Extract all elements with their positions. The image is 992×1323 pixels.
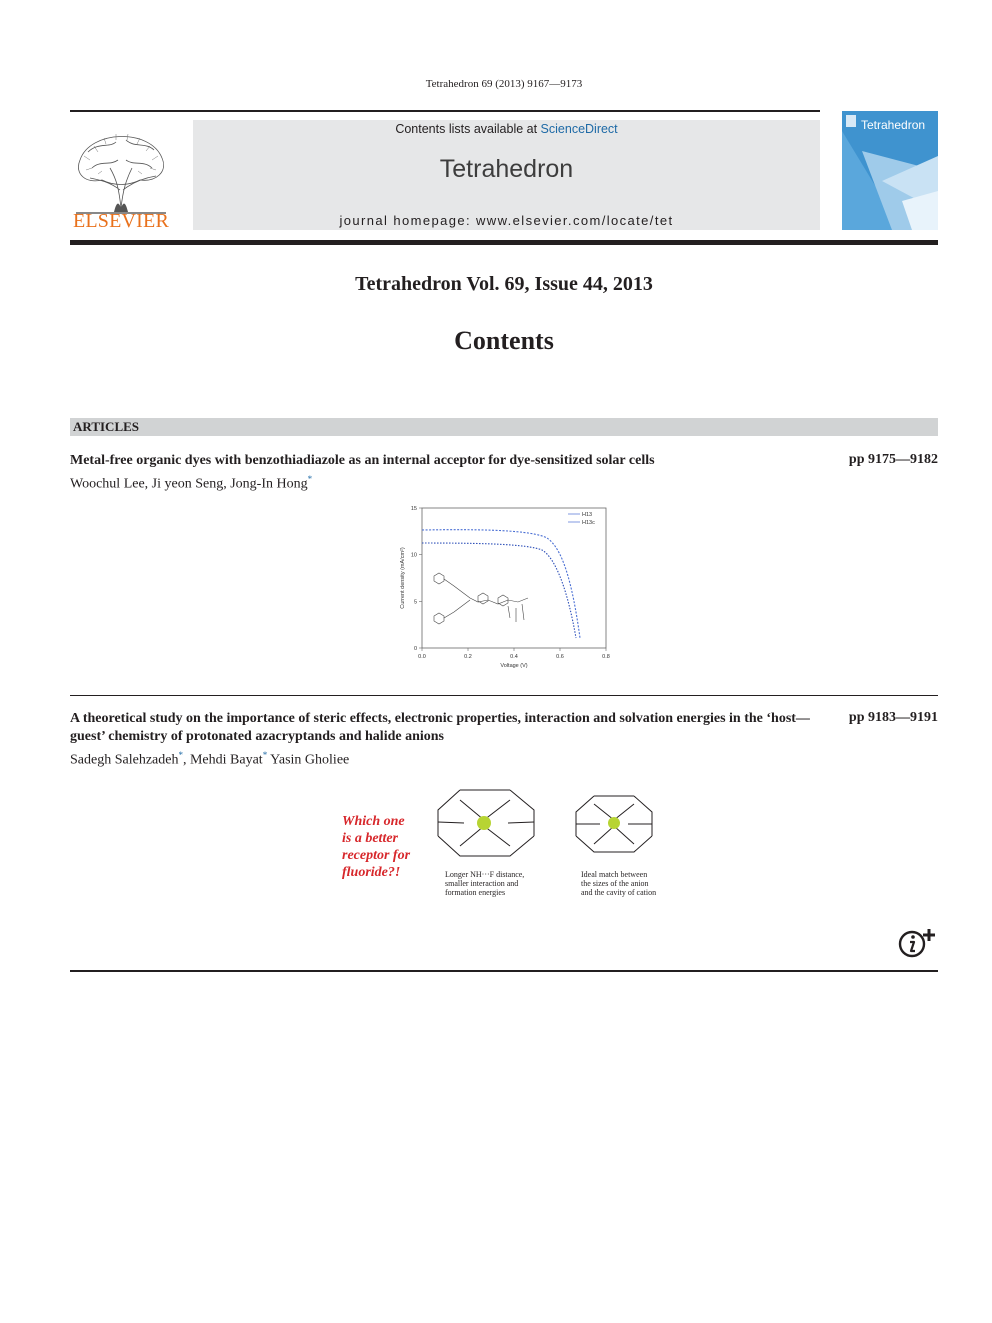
caption-left-line: formation energies	[445, 888, 506, 897]
x-tick-label: 0.6	[556, 654, 564, 660]
x-tick-label: 0.8	[602, 654, 610, 660]
journal-title: Tetrahedron	[439, 155, 574, 183]
caption-right-line: the sizes of the anion	[581, 879, 649, 888]
y-tick-label: 5	[413, 599, 417, 606]
question-line: Which one	[342, 814, 405, 829]
article-2-graphical-abstract	[338, 780, 678, 905]
x-tick-label: 0.2	[464, 654, 472, 660]
section-bar	[70, 418, 938, 436]
caption-right-line: Ideal match between	[581, 870, 648, 879]
legend-h13c: H13c	[582, 520, 595, 526]
article-1-graphical-abstract	[382, 500, 622, 672]
x-axis-label: Voltage (V)	[500, 663, 528, 669]
contents-heading: Contents	[454, 326, 554, 355]
fluoride-ion-right	[608, 817, 620, 829]
contents-available-text: Contents lists available at	[395, 122, 541, 136]
header-top-rule	[70, 110, 820, 112]
header-thick-rule	[70, 240, 938, 245]
info-plus-icon[interactable]	[895, 925, 941, 961]
article-1-pages: pp 9175—9182	[848, 452, 938, 467]
article-2-title[interactable]: A theoretical study on the importance of steric effects, electronic properties, interaction and solvation energies in the ‘host—guest’ chemistry of protonated azacryptands and halide anions	[70, 711, 810, 744]
article-2-author-3: Yasin Gholiee	[270, 752, 350, 768]
caption-left-line: Longer NH···F distance,	[445, 870, 525, 879]
article-2-author-2: Mehdi Bayat	[189, 752, 263, 768]
caption-left-line: smaller interaction and	[445, 879, 519, 888]
corresponding-author-star[interactable]: *	[178, 750, 183, 760]
question-line: receptor for	[342, 848, 411, 863]
legend-h13: H13	[582, 512, 593, 518]
issue-title: Tetrahedron Vol. 69, Issue 44, 2013	[355, 273, 653, 295]
y-tick-label: 15	[410, 506, 417, 512]
fluoride-ion-left	[477, 816, 491, 830]
contents-available-line	[193, 122, 820, 136]
y-tick-label: 10	[410, 552, 417, 559]
y-axis-label: Current density (mA/cm²)	[400, 547, 406, 609]
section-label-articles: ARTICLES	[73, 419, 140, 434]
article-2-author-1: Sadegh Salehzadeh	[70, 752, 179, 768]
journal-homepage[interactable]: journal homepage: www.elsevier.com/locate/tet	[339, 213, 674, 228]
question-line: fluoride?!	[342, 865, 401, 880]
elsevier-wordmark: ELSEVIER	[72, 210, 170, 232]
journal-citation: Tetrahedron 69 (2013) 9167—9173	[425, 78, 583, 90]
question-line: is a better	[342, 831, 398, 846]
corresponding-author-star[interactable]: *	[262, 750, 268, 760]
caption-right-line: and the cavity of cation	[581, 888, 657, 897]
article-2-authors	[70, 746, 830, 770]
cover-title: Tetrahedron	[861, 118, 926, 132]
x-tick-label: 0.0	[418, 654, 426, 660]
author-separator: ,	[182, 752, 190, 768]
article-2-pages: pp 9183—9191	[848, 710, 938, 725]
y-tick-label: 0	[413, 646, 417, 652]
corresponding-author-star[interactable]: *	[307, 474, 313, 484]
sciencedirect-link[interactable]: ScienceDirect	[540, 122, 618, 136]
article-1-authors	[70, 470, 830, 494]
article-1-title[interactable]: Metal-free organic dyes with benzothiadiazole as an internal acceptor for dye-sensitized solar cells	[70, 453, 655, 468]
article-divider	[70, 695, 938, 696]
contents-bottom-rule	[70, 970, 938, 972]
x-tick-label: 0.4	[510, 654, 518, 660]
article-1-author-list: Woochul Lee, Ji yeon Seng, Jong-In Hong	[70, 476, 308, 492]
